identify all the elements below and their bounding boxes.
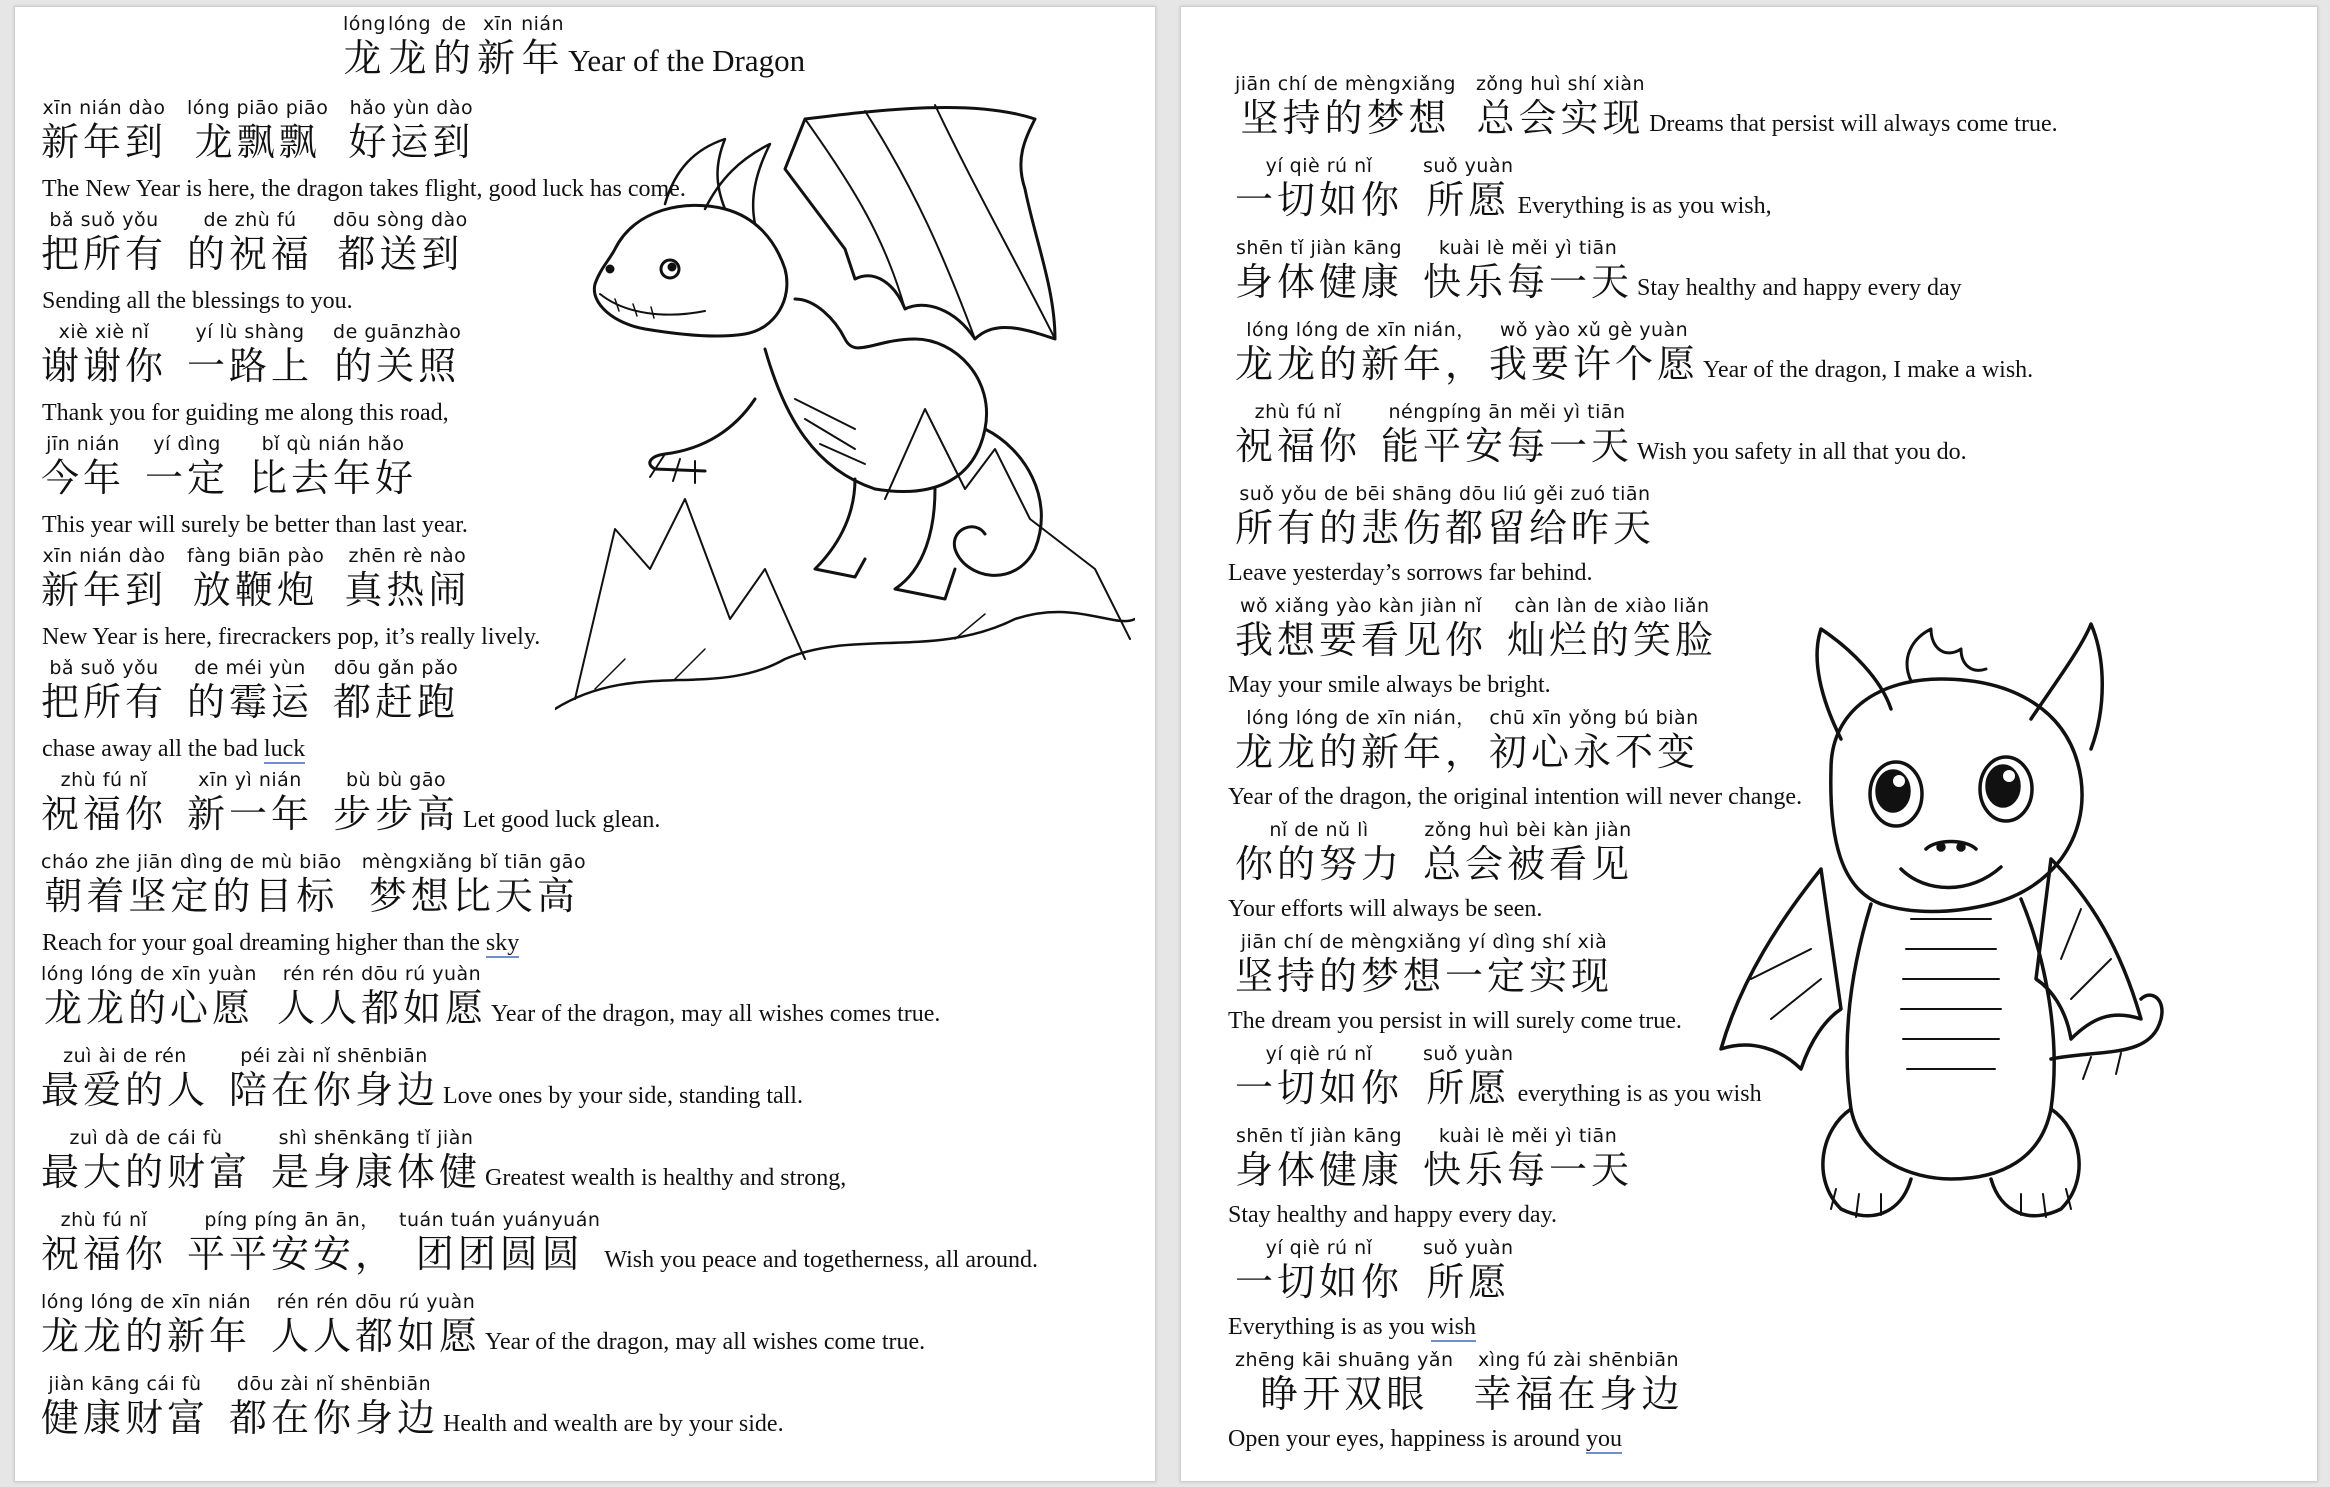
translation-text: chase away all the bad (42, 736, 264, 762)
verse-translation: Year of the dragon, I make a wish. (1703, 357, 2034, 383)
pinyin: rén rén dōu rú yuàn (276, 1291, 476, 1313)
verse-line (1235, 1043, 1762, 1111)
ruby-group (1423, 155, 1514, 223)
ruby-group (1235, 931, 1613, 999)
ruby-group (1423, 819, 1633, 887)
ruby-group (271, 1127, 481, 1195)
hanzi: 龙 (343, 36, 386, 80)
pinyin: nián (521, 13, 565, 35)
hanzi: 坚持的梦想 (1240, 96, 1451, 140)
page-title: Year of the Dragon (568, 43, 806, 78)
hanzi: 所愿 (1426, 178, 1511, 222)
ruby-group (1423, 1043, 1514, 1111)
verse-translation (42, 929, 519, 957)
pinyin: suǒ yuàn (1423, 1043, 1514, 1065)
hanzi: 祝福你 (41, 792, 168, 836)
hanzi: 龙飘飘 (194, 120, 321, 164)
pinyin: yí lù shàng (195, 321, 305, 343)
hanzi: 祝福你 (41, 1232, 168, 1276)
ruby-group (187, 97, 328, 165)
pinyin: lóng lóng de xīn nián， (1246, 319, 1476, 341)
verse-translation: Greatest wealth is healthy and strong, (485, 1165, 847, 1191)
pinyin: de guānzhào (333, 321, 462, 343)
ruby-group (41, 851, 342, 919)
verse-translation: New Year is here, firecrackers pop, it’s really lively. (42, 624, 541, 650)
verse-translation: May your smile always be bright. (1228, 672, 1551, 698)
hanzi: 朝着坚定的目标 (44, 874, 339, 918)
pinyin: lóng (343, 13, 387, 35)
ruby-group (1235, 155, 1403, 223)
verse-line (41, 1127, 846, 1195)
hanzi: 龙龙的新年 (41, 1314, 252, 1358)
verse-translation: Leave yesterday’s sorrows far behind. (1228, 560, 1593, 586)
ruby-group (41, 1373, 209, 1441)
ruby-group (41, 657, 167, 725)
ruby-group (41, 209, 167, 277)
verse-line (41, 209, 470, 277)
ruby-group (333, 209, 468, 277)
verse-line (1235, 1349, 1686, 1417)
spellcheck-word: you (1585, 1426, 1622, 1452)
hanzi: 今年 (41, 456, 126, 500)
hanzi: 快乐每一天 (1423, 1148, 1634, 1192)
ruby-group (348, 97, 474, 165)
verse-translation: The New Year is here, the dragon takes flight, good luck has come. (42, 176, 686, 202)
ruby-group (1235, 1125, 1403, 1193)
ruby-group (1235, 237, 1403, 305)
verse-translation: Wish you peace and togetherness, all around. (604, 1247, 1038, 1273)
pinyin: zhù fú nǐ (60, 769, 148, 791)
verse-translation: Thank you for guiding me along this road, (42, 400, 449, 426)
pinyin: bǎ suǒ yǒu (49, 657, 159, 679)
hanzi: 睁开双眼 (1260, 1372, 1429, 1416)
pinyin: bǎ suǒ yǒu (49, 209, 159, 231)
ruby-group (187, 657, 313, 725)
hanzi: 能平安每一天 (1381, 424, 1634, 468)
verse-translation: Stay healthy and happy every day. (1228, 1202, 1558, 1228)
ruby-group (1235, 401, 1361, 469)
verse-line (41, 1373, 784, 1441)
verse-line (41, 97, 476, 165)
hanzi: 真热闹 (344, 568, 471, 612)
pinyin: zǒng huì shí xiàn (1475, 73, 1646, 95)
pinyin: suǒ yǒu de bēi shāng dōu liú gěi zuó tiān (1239, 483, 1651, 505)
pinyin: jīn nián (46, 433, 120, 455)
hanzi: 是身康体健 (271, 1150, 482, 1194)
verse-line (1235, 931, 1615, 999)
ruby-group (187, 321, 313, 389)
hanzi: 步步高 (333, 792, 460, 836)
pinyin: mèngxiǎng bǐ tiān gāo (361, 851, 587, 873)
ruby-group (1235, 819, 1403, 887)
hanzi: 人人都如愿 (276, 986, 487, 1030)
hanzi: 新一年 (187, 792, 314, 836)
ruby-group (41, 433, 125, 501)
ruby-group (1381, 401, 1633, 469)
ruby-group (41, 321, 167, 389)
pinyin: zhēng kāi shuāng yǎn (1235, 1349, 1454, 1371)
verse-line (41, 1291, 925, 1359)
pinyin: lóng piāo piāo (187, 97, 329, 119)
verse-translation (1228, 1425, 1622, 1453)
verse-line (41, 433, 419, 501)
hanzi: 祝福你 (1235, 424, 1362, 468)
ruby-group (1235, 595, 1487, 663)
verse-translation: Love ones by your side, standing tall. (443, 1083, 803, 1109)
ruby-group (1423, 1125, 1633, 1193)
pinyin: tuán tuán yuányuán (399, 1209, 601, 1231)
ruby-group (229, 1045, 439, 1113)
hanzi: 总会被看见 (1423, 842, 1634, 886)
hanzi: 快乐每一天 (1423, 260, 1634, 304)
ruby-group (1235, 1349, 1454, 1417)
verse-translation: This year will surely be better than last year. (42, 512, 468, 538)
ruby-group (1235, 707, 1487, 775)
pinyin: yí qiè rú nǐ (1265, 1043, 1373, 1065)
hanzi: 的霉运 (187, 680, 314, 724)
hanzi: 人人都如愿 (271, 1314, 482, 1358)
hanzi: 新年到 (41, 120, 168, 164)
ruby-group (41, 769, 167, 837)
hanzi: 初心永不变 (1489, 730, 1700, 774)
pinyin: càn làn de xiào liǎn (1514, 595, 1710, 617)
title-ruby (388, 13, 431, 81)
pinyin: yí qiè rú nǐ (1265, 155, 1373, 177)
pinyin: xīn (483, 13, 514, 35)
verse-translation: The dream you persist in will surely come true. (1228, 1008, 1682, 1034)
pinyin: de méi yùn (194, 657, 306, 679)
hanzi: 平平安安， (187, 1232, 398, 1276)
pinyin: zuì dà de cái fù (69, 1127, 223, 1149)
pinyin: hǎo yùn dào (349, 97, 474, 119)
ruby-group (41, 963, 257, 1031)
hanzi: 的关照 (334, 344, 461, 388)
ruby-group (1474, 1349, 1684, 1417)
pinyin: zhēn rè nào (348, 545, 467, 567)
ruby-group (1235, 483, 1655, 551)
hanzi: 最爱的人 (41, 1068, 210, 1112)
hanzi: 所愿 (1426, 1260, 1511, 1304)
pinyin: dōu gǎn pǎo (333, 657, 459, 679)
ruby-group (1235, 73, 1456, 141)
hanzi: 我要许个愿 (1489, 342, 1700, 386)
hanzi: 陪在你身边 (229, 1068, 440, 1112)
ruby-group (41, 1127, 251, 1195)
pinyin: bǐ qù nián hǎo (261, 433, 405, 455)
hanzi: 龙 (388, 36, 431, 80)
hanzi: 所愿 (1426, 1066, 1511, 1110)
hanzi: 把所有 (41, 232, 168, 276)
title-ruby (477, 13, 519, 81)
hanzi: 所有的悲伤都留给昨天 (1235, 506, 1656, 550)
pinyin: jiān chí de mèngxiǎng (1235, 73, 1456, 95)
hanzi: 年 (521, 36, 564, 80)
hanzi: 新 (477, 36, 520, 80)
hanzi: 健康财富 (41, 1396, 210, 1440)
pinyin: chū xīn yǒng bú biàn (1489, 707, 1699, 729)
hanzi: 龙龙的新年， (1235, 342, 1488, 386)
pinyin: dōu sòng dào (333, 209, 468, 231)
ruby-group (362, 851, 586, 919)
hanzi: 龙龙的心愿 (43, 986, 254, 1030)
ruby-group (41, 1209, 167, 1277)
verse-line (1235, 595, 1719, 663)
verse-line (1235, 237, 1962, 305)
left-page (14, 6, 1156, 1482)
hanzi: 梦想比天高 (368, 874, 579, 918)
spellcheck-word: sky (485, 930, 520, 956)
hanzi: 幸福在身边 (1473, 1372, 1684, 1416)
pinyin: rén rén dōu rú yuàn (282, 963, 482, 985)
title-line (343, 13, 805, 81)
translation-text: Everything is as you (1228, 1314, 1431, 1340)
verse-line (1235, 819, 1635, 887)
verse-line (41, 545, 472, 613)
ruby-group (187, 545, 324, 613)
pinyin: shēn tǐ jiàn kāng (1236, 237, 1403, 259)
pinyin: de (441, 13, 467, 35)
ruby-group (271, 1291, 481, 1359)
ruby-group (1235, 1043, 1403, 1111)
verse-line (41, 1045, 803, 1113)
hanzi: 身体健康 (1235, 1148, 1404, 1192)
ruby-group (187, 769, 313, 837)
hanzi: 都在你身边 (229, 1396, 440, 1440)
ruby-group (1235, 1237, 1403, 1305)
ruby-group (344, 545, 470, 613)
pinyin: xīn nián dào (42, 545, 166, 567)
verse-translation: Dreams that persist will always come true. (1649, 111, 2058, 137)
hanzi: 都送到 (337, 232, 464, 276)
pinyin: lóng lóng de xīn nián， (1246, 707, 1476, 729)
hanzi: 比去年好 (249, 456, 418, 500)
pinyin: dōu zài nǐ shēnbiān (236, 1373, 432, 1395)
translation-text: Open your eyes, happiness is around (1228, 1426, 1586, 1452)
hanzi: 最大的财富 (41, 1150, 252, 1194)
verse-translation: Stay healthy and happy every day (1637, 275, 1962, 301)
title-ruby (433, 13, 475, 81)
verse-line (41, 1209, 1038, 1277)
pinyin: jiān chí de mèngxiǎng yí dìng shí xià (1240, 931, 1608, 953)
hanzi: 身体健康 (1235, 260, 1404, 304)
hanzi: 坚持的梦想一定实现 (1235, 954, 1614, 998)
verse-line (1235, 155, 1772, 223)
verse-translation (1228, 1313, 1476, 1341)
pinyin: péi zài nǐ shēnbiān (240, 1045, 428, 1067)
hanzi: 总会实现 (1476, 96, 1645, 140)
pinyin: yí qiè rú nǐ (1265, 1237, 1373, 1259)
verse-line (1235, 319, 2033, 387)
pinyin: kuài lè měi yì tiān (1438, 1125, 1618, 1147)
pinyin: xìng fú zài shēnbiān (1477, 1349, 1680, 1371)
pinyin: shì shēnkāng tǐ jiàn (278, 1127, 474, 1149)
pinyin: zhù fú nǐ (1254, 401, 1342, 423)
ruby-group (145, 433, 229, 501)
ruby-group (1423, 1237, 1514, 1305)
hanzi: 一路上 (187, 344, 314, 388)
hanzi: 灿烂的笑脸 (1507, 618, 1718, 662)
hanzi: 好运到 (348, 120, 475, 164)
ruby-group (41, 545, 167, 613)
pinyin: fàng biān pào (187, 545, 325, 567)
pinyin: zǒng huì bèi kàn jiàn (1424, 819, 1632, 841)
ruby-group (1476, 73, 1645, 141)
verse-translation: Wish you safety in all that you do. (1637, 439, 1967, 465)
ruby-group (187, 209, 313, 277)
title-ruby (521, 13, 564, 81)
verse-line (41, 851, 588, 919)
pinyin: suǒ yuàn (1423, 155, 1514, 177)
ruby-group (41, 1045, 209, 1113)
verse-translation (42, 735, 305, 763)
translation-text: Reach for your goal dreaming higher than the (42, 930, 486, 956)
hanzi: 一切如你 (1235, 178, 1404, 222)
verse-line (1235, 707, 1701, 775)
pinyin: cháo zhe jiān dìng de mù biāo (41, 851, 342, 873)
verse-translation: Sending all the blessings to you. (42, 288, 353, 314)
ruby-group (1507, 595, 1717, 663)
hanzi: 龙龙的新年， (1235, 730, 1488, 774)
hanzi: 团团圆圆 (415, 1232, 584, 1276)
pinyin: suǒ yuàn (1423, 1237, 1514, 1259)
pinyin: lóng lóng de xīn yuàn (41, 963, 257, 985)
verse-translation: Let good luck glean. (463, 807, 661, 833)
hanzi: 你的努力 (1235, 842, 1404, 886)
hanzi: 一切如你 (1235, 1260, 1404, 1304)
verse-translation: Everything is as you wish, (1517, 193, 1772, 219)
ruby-group (333, 769, 459, 837)
pinyin: bù bù gāo (345, 769, 447, 791)
pinyin: shēn tǐ jiàn kāng (1236, 1125, 1403, 1147)
ruby-group (277, 963, 487, 1031)
verse-line (1235, 1237, 1516, 1305)
pinyin: lóng (388, 13, 432, 35)
verse-line (1235, 73, 2058, 141)
verse-line (41, 963, 940, 1031)
pinyin: wǒ yào xǔ gè yuàn (1499, 319, 1689, 341)
pinyin: zuì ài de rén (63, 1045, 187, 1067)
ruby-group (399, 1209, 600, 1277)
hanzi: 的祝福 (187, 232, 314, 276)
pinyin: de zhù fú (203, 209, 297, 231)
right-page (1180, 6, 2318, 1482)
ruby-group (333, 321, 461, 389)
verse-line (41, 321, 463, 389)
pinyin: zhù fú nǐ (60, 1209, 148, 1231)
pinyin: jiàn kāng cái fù (48, 1373, 202, 1395)
title-ruby (343, 13, 386, 81)
pinyin: nǐ de nǔ lì (1269, 819, 1369, 841)
verse-line (1235, 483, 1657, 551)
verse-translation: Your efforts will always be seen. (1228, 896, 1543, 922)
ruby-group (1489, 707, 1699, 775)
ruby-group (1235, 319, 1487, 387)
pinyin: yí dìng (153, 433, 221, 455)
pinyin: xīn yì nián (198, 769, 302, 791)
hanzi: 一定 (145, 456, 230, 500)
ruby-group (249, 433, 417, 501)
spellcheck-word: luck (263, 736, 306, 762)
baby-dragon-illustration (1711, 619, 2181, 1229)
verse-translation: Year of the dragon, the original intention will never change. (1228, 784, 1803, 810)
ruby-group (1423, 237, 1633, 305)
verse-translation: Health and wealth are by your side. (443, 1411, 784, 1437)
ruby-group (229, 1373, 439, 1441)
hanzi: 都赶跑 (333, 680, 460, 724)
pinyin: wǒ xiǎng yào kàn jiàn nǐ (1239, 595, 1483, 617)
ruby-group (41, 97, 167, 165)
hanzi: 新年到 (41, 568, 168, 612)
pinyin: xīn nián dào (42, 97, 166, 119)
hanzi: 放鞭炮 (192, 568, 319, 612)
hanzi: 的 (433, 36, 476, 80)
pinyin: xiè xiè nǐ (58, 321, 150, 343)
verse-line (41, 657, 461, 725)
pinyin: néngpíng ān měi yì tiān (1388, 401, 1626, 423)
spellcheck-word: wish (1430, 1314, 1476, 1340)
ruby-group (187, 1209, 397, 1277)
hanzi: 谢谢你 (41, 344, 168, 388)
ruby-group (41, 1291, 251, 1359)
hanzi: 一切如你 (1235, 1066, 1404, 1110)
verse-line (1235, 1125, 1635, 1193)
verse-translation: everything is as you wish (1517, 1081, 1762, 1107)
hanzi: 我想要看见你 (1235, 618, 1488, 662)
hanzi: 把所有 (41, 680, 168, 724)
pinyin: lóng lóng de xīn nián (41, 1291, 251, 1313)
verse-line (41, 769, 660, 837)
verse-line (1235, 401, 1967, 469)
pinyin: píng píng ān ān， (204, 1209, 380, 1231)
ruby-group (333, 657, 459, 725)
dragon-on-mountain-illustration (555, 99, 1135, 719)
verse-translation: Year of the dragon, may all wishes comes true. (490, 1001, 941, 1027)
pinyin: kuài lè měi yì tiān (1438, 237, 1618, 259)
ruby-group (1489, 319, 1699, 387)
verse-translation: Year of the dragon, may all wishes come true. (485, 1329, 926, 1355)
